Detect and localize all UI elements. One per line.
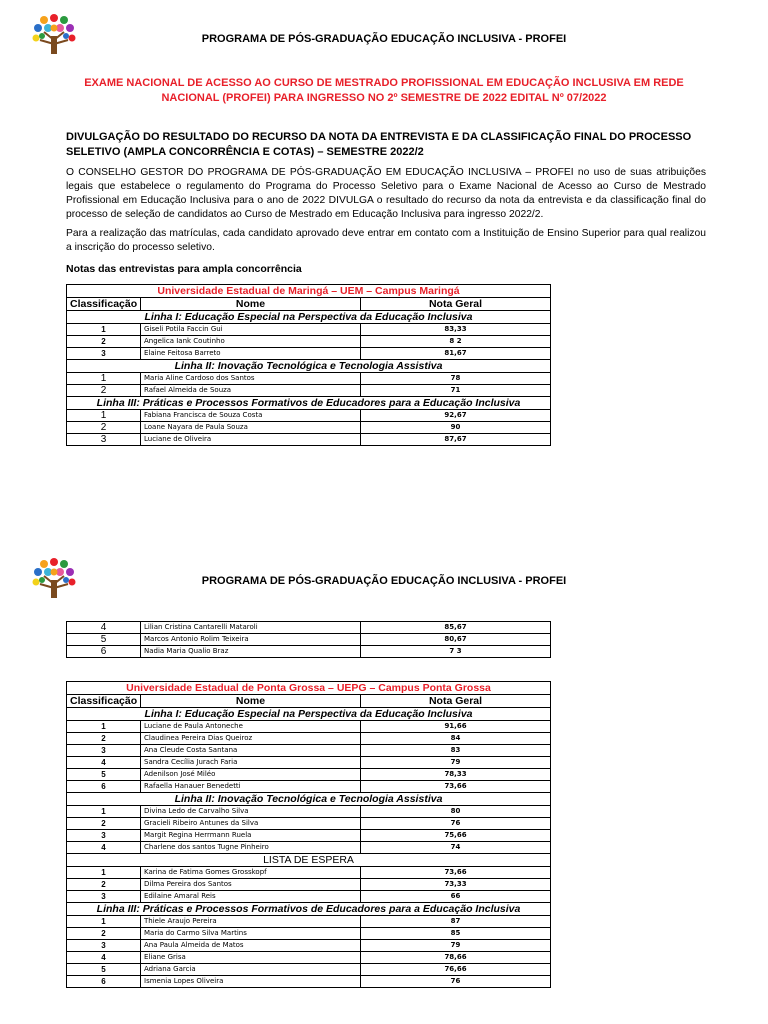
uepg-results-table [66, 681, 551, 988]
table-row [67, 324, 551, 336]
score-cell: 84 [361, 733, 551, 745]
name-cell: Elaine Feitosa Barreto [141, 348, 361, 360]
score-cell: 92,67 [361, 410, 551, 422]
rank-cell: 2 [67, 928, 141, 940]
university-row [67, 682, 551, 695]
score-cell: 8 2 [361, 336, 551, 348]
rank-cell: 2 [67, 385, 141, 397]
table-row [67, 842, 551, 854]
name-cell: Claudinea Pereira Dias Queiroz [141, 733, 361, 745]
result-title-line-2: SELETIVO (AMPLA CONCORRÊNCIA E COTAS) – SEMESTRE 2022/2 [66, 146, 424, 158]
score-cell: 7 3 [361, 646, 551, 658]
name-cell: Margit Regina Herrmann Ruela [141, 830, 361, 842]
table-row [67, 422, 551, 434]
name-cell: Dilma Pereira dos Santos [141, 879, 361, 891]
program-title: PROGRAMA DE PÓS-GRADUAÇÃO EDUCAÇÃO INCLUSIVA - PROFEI [201, 33, 567, 45]
rank-cell: 5 [67, 634, 141, 646]
score-cell: 87 [361, 916, 551, 928]
table-row [67, 336, 551, 348]
university-row [67, 285, 551, 298]
waiting-list-heading: LISTA DE ESPERA [67, 854, 551, 867]
line-heading: Linha III: Práticas e Processos Formativos de Educadores para a Educação Inclusiva [67, 903, 551, 916]
score-cell: 81,67 [361, 348, 551, 360]
rank-cell: 1 [67, 721, 141, 733]
column-header-rank: Classificação [67, 695, 141, 708]
name-cell: Rafael Almeida de Souza [141, 385, 361, 397]
rank-cell: 1 [67, 373, 141, 385]
name-cell: Marcos Antonio Rolim Teixeira [141, 634, 361, 646]
table-row [67, 757, 551, 769]
score-cell: 87,67 [361, 434, 551, 446]
name-cell: Luciane de Oliveira [141, 434, 361, 446]
column-header-score: Nota Geral [361, 298, 551, 311]
rank-cell: 5 [67, 769, 141, 781]
score-cell: 76 [361, 976, 551, 988]
score-cell: 71 [361, 385, 551, 397]
rank-cell: 3 [67, 891, 141, 903]
table-row [67, 879, 551, 891]
table-row [67, 964, 551, 976]
university-name: Universidade Estadual de Maringá – UEM – Campus Maringá [67, 285, 551, 298]
rank-cell: 1 [67, 806, 141, 818]
name-cell: Fabiana Francisca de Souza Costa [141, 410, 361, 422]
name-cell: Rafaella Hanauer Benedetti [141, 781, 361, 793]
table-row [67, 410, 551, 422]
table-row [67, 385, 551, 397]
intro-paragraph: O CONSELHO GESTOR DO PROGRAMA DE PÓS-GRADUAÇÃO EM EDUCAÇÃO INCLUSIVA – PROFEI no uso de suas atribuições legais que estabelece o regulamento do Programa do Processo Seletivo para o Exame Nacional de Acesso ao Curso de Mestrado Profissional em Educação Inclusiva para o ano de 2022 DIVULGA o resultado do recurso da nota da entrevista e da classificação final do processo de seleção de candidatos ao Curso de Mestrado em Educação Inclusiva para ingresso 2022/2. [66, 167, 706, 220]
line-heading: Linha I: Educação Especial na Perspectiva da Educação Inclusiva [67, 311, 551, 324]
score-cell: 76,66 [361, 964, 551, 976]
table-row [67, 733, 551, 745]
score-cell: 78,66 [361, 952, 551, 964]
name-cell: Maria Aline Cardoso dos Santos [141, 373, 361, 385]
table-row [67, 769, 551, 781]
rank-cell: 3 [67, 348, 141, 360]
name-cell: Angelica Iank Coutinho [141, 336, 361, 348]
score-cell: 85 [361, 928, 551, 940]
column-header-name: Nome [141, 298, 361, 311]
score-cell: 85,67 [361, 622, 551, 634]
column-header-score: Nota Geral [361, 695, 551, 708]
score-cell: 66 [361, 891, 551, 903]
table-row [67, 976, 551, 988]
table-row [67, 622, 551, 634]
score-cell: 78 [361, 373, 551, 385]
enrollment-paragraph: Para a realização das matrículas, cada candidato aprovado deve entrar em contato com a Instituição de Ensino Superior para qual realizou a inscrição do processo seletivo. [66, 228, 706, 253]
table-row [67, 830, 551, 842]
program-title-page-2: PROGRAMA DE PÓS-GRADUAÇÃO EDUCAÇÃO INCLUSIVA - PROFEI [201, 575, 567, 587]
name-cell: Luciane de Paula Antoneche [141, 721, 361, 733]
rank-cell: 6 [67, 646, 141, 658]
rank-cell: 1 [67, 410, 141, 422]
score-cell: 74 [361, 842, 551, 854]
exam-title-line-2: NACIONAL (PROFEI) PARA INGRESSO NO 2º SEMESTRE DE 2022 EDITAL Nº 07/2022 [161, 92, 607, 104]
table-row [67, 373, 551, 385]
line-heading: Linha III: Práticas e Processos Formativos de Educadores para a Educação Inclusiva [67, 397, 551, 410]
name-cell: Edilaine Amaral Reis [141, 891, 361, 903]
score-cell: 80 [361, 806, 551, 818]
rank-cell: 2 [67, 818, 141, 830]
score-cell: 83,33 [361, 324, 551, 336]
line-heading: Linha I: Educação Especial na Perspectiva da Educação Inclusiva [67, 708, 551, 721]
name-cell: Charlene dos santos Tugne Pinheiro [141, 842, 361, 854]
name-cell: Adriana Garcia [141, 964, 361, 976]
score-cell: 79 [361, 940, 551, 952]
table-row [67, 634, 551, 646]
score-cell: 73,66 [361, 781, 551, 793]
score-cell: 83 [361, 745, 551, 757]
result-title-line-1: DIVULGAÇÃO DO RESULTADO DO RECURSO DA NOTA DA ENTREVISTA E DA CLASSIFICAÇÃO FINAL DO PROCESSO [66, 131, 692, 143]
score-cell: 91,66 [361, 721, 551, 733]
column-header-rank: Classificação [67, 298, 141, 311]
column-header-row [67, 695, 551, 708]
table-row [67, 952, 551, 964]
line-heading: Linha II: Inovação Tecnológica e Tecnologia Assistiva [67, 793, 551, 806]
name-cell: Giseli Potila Faccin Gui [141, 324, 361, 336]
rank-cell: 2 [67, 336, 141, 348]
exam-title-line-1: EXAME NACIONAL DE ACESSO AO CURSO DE MESTRADO PROFISSIONAL EM EDUCAÇÃO INCLUSIVA EM REDE [84, 77, 684, 89]
score-cell: 73,33 [361, 879, 551, 891]
name-cell: Eliane Grisa [141, 952, 361, 964]
table-row [67, 867, 551, 879]
line-heading: Linha II: Inovação Tecnológica e Tecnologia Assistiva [67, 360, 551, 373]
exam-title [66, 76, 702, 106]
rank-cell: 3 [67, 434, 141, 446]
score-cell: 79 [361, 757, 551, 769]
name-cell: Ana Cleude Costa Santana [141, 745, 361, 757]
rank-cell: 1 [67, 867, 141, 879]
score-cell: 78,33 [361, 769, 551, 781]
rank-cell: 1 [67, 324, 141, 336]
name-cell: Ismenia Lopes Oliveira [141, 976, 361, 988]
name-cell: Thiele Araujo Pereira [141, 916, 361, 928]
name-cell: Adenilson José Miléo [141, 769, 361, 781]
uem-results-table-continued [66, 621, 551, 658]
score-cell: 90 [361, 422, 551, 434]
name-cell: Divina Ledo de Carvalho Silva [141, 806, 361, 818]
name-cell: Nadia Maria Qualio Braz [141, 646, 361, 658]
name-cell: Lilian Cristina Cantarelli Mataroli [141, 622, 361, 634]
table-row [67, 721, 551, 733]
notes-heading: Notas das entrevistas para ampla concorrência [66, 263, 302, 275]
table-row [67, 916, 551, 928]
rank-cell: 4 [67, 622, 141, 634]
uem-results-table [66, 284, 551, 446]
rank-cell: 2 [67, 879, 141, 891]
rank-cell: 4 [67, 952, 141, 964]
score-cell: 75,66 [361, 830, 551, 842]
name-cell: Loane Nayara de Paula Souza [141, 422, 361, 434]
table-row [67, 745, 551, 757]
score-cell: 80,67 [361, 634, 551, 646]
rank-cell: 4 [67, 757, 141, 769]
column-header-row [67, 298, 551, 311]
rank-cell: 6 [67, 781, 141, 793]
column-header-name: Nome [141, 695, 361, 708]
rank-cell: 2 [67, 422, 141, 434]
table-row [67, 806, 551, 818]
rank-cell: 1 [67, 916, 141, 928]
table-row [67, 781, 551, 793]
name-cell: Karina de Fatima Gomes Grosskopf [141, 867, 361, 879]
score-cell: 76 [361, 818, 551, 830]
rank-cell: 3 [67, 745, 141, 757]
result-title [66, 130, 706, 160]
name-cell: Maria do Carmo Silva Martins [141, 928, 361, 940]
name-cell: Gracieli Ribeiro Antunes da Silva [141, 818, 361, 830]
table-row [67, 646, 551, 658]
university-name: Universidade Estadual de Ponta Grossa – UEPG – Campus Ponta Grossa [67, 682, 551, 695]
rank-cell: 5 [67, 964, 141, 976]
table-row [67, 940, 551, 952]
rank-cell: 3 [67, 830, 141, 842]
score-cell: 73,66 [361, 867, 551, 879]
rank-cell: 6 [67, 976, 141, 988]
rank-cell: 2 [67, 733, 141, 745]
rank-cell: 4 [67, 842, 141, 854]
rank-cell: 3 [67, 940, 141, 952]
name-cell: Sandra Cecília Jurach Faria [141, 757, 361, 769]
table-row [67, 891, 551, 903]
table-row [67, 348, 551, 360]
table-row [67, 818, 551, 830]
table-row [67, 928, 551, 940]
table-row [67, 434, 551, 446]
name-cell: Ana Paula Almeida de Matos [141, 940, 361, 952]
